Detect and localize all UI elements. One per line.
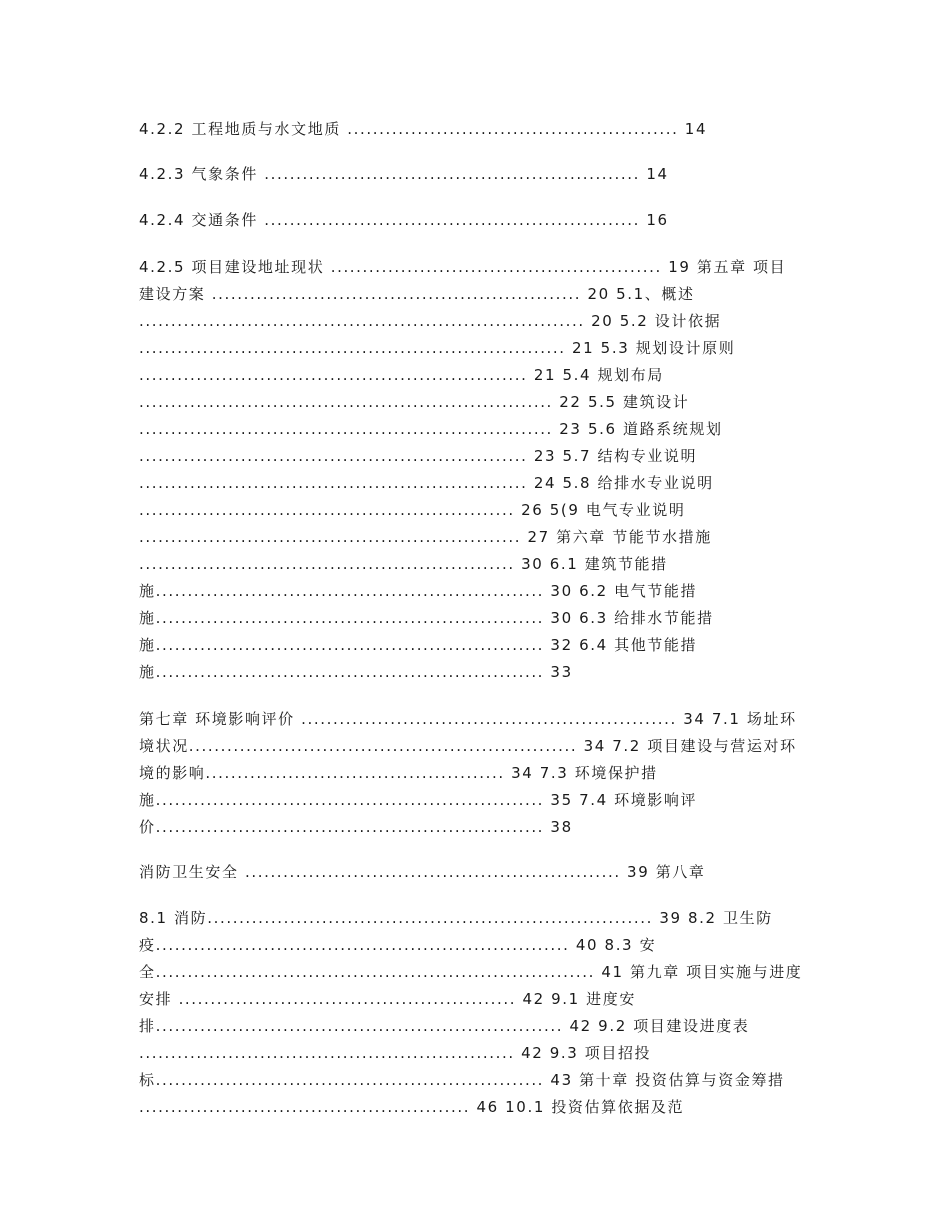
toc-line: 建设方案 .......................................................... 20 5.1、概述 — [139, 285, 695, 303]
toc-line: ................................................................... 21 5.3 规划设计原则 — [139, 339, 736, 357]
toc-line: 施............................................................. 33 — [139, 663, 573, 681]
toc-line: ........................................................... 42 9.3 项目招投 — [139, 1044, 652, 1062]
toc-line: ............................................................. 21 5.4 规划布局 — [139, 366, 664, 384]
toc-line: 施............................................................. 35 7.4 环境影响评 — [139, 791, 698, 809]
toc-line: 4.2.4 交通条件 ........................................................... 16 — [139, 211, 669, 229]
toc-line: 标............................................................. 43 第十章 投资估算与资金筹措 — [139, 1071, 785, 1089]
toc-line: 施............................................................. 30 6.2 电气节能措 — [139, 582, 698, 600]
toc-line: 疫................................................................. 40 8.3 安 — [139, 936, 657, 954]
toc-line: .................................................... 46 10.1 投资估算依据及范 — [139, 1098, 685, 1116]
toc-line: 消防卫生安全 ........................................................... 39 第八章 — [139, 863, 706, 881]
toc-line: 境状况............................................................. 34 7.2 项目建设与营运对环 — [139, 737, 797, 755]
toc-line: 4.2.3 气象条件 ........................................................... 14 — [139, 165, 669, 183]
toc-line: ................................................................. 22 5.5 建筑设计 — [139, 393, 690, 411]
toc-line: 安排 ..................................................... 42 9.1 进度安 — [139, 990, 636, 1008]
toc-line: ........................................................... 30 6.1 建筑节能措 — [139, 555, 668, 573]
toc-line: 境的影响............................................... 34 7.3 环境保护措 — [139, 764, 658, 782]
toc-line: 价............................................................. 38 — [139, 818, 573, 836]
toc-line: 全..................................................................... 41 第九章 项目实施与进度 — [139, 963, 803, 981]
toc-line: ........................................................... 26 5(9 电气专业说明 — [139, 501, 686, 519]
toc-line: 第七章 环境影响评价 ........................................................... 34 7.1 场址环 — [139, 710, 797, 728]
toc-line: ............................................................ 27 第六章 节能节水措施 — [139, 528, 712, 546]
toc-line: 施............................................................. 32 6.4 其他节能措 — [139, 636, 698, 654]
toc-line: 4.2.2 工程地质与水文地质 .................................................... 14 — [139, 120, 708, 138]
toc-line: 8.1 消防...................................................................... 39 8.2 卫生防 — [139, 909, 773, 927]
toc-line: ................................................................. 23 5.6 道路系统规划 — [139, 420, 723, 438]
toc-line: ...................................................................... 20 5.2 设计依据 — [139, 312, 722, 330]
toc-line: 施............................................................. 30 6.3 给排水节能措 — [139, 609, 714, 627]
toc-line: ............................................................. 24 5.8 给排水专业说明 — [139, 474, 714, 492]
toc-line: 排................................................................ 42 9.2 项目建设进度表 — [139, 1017, 750, 1035]
toc-line: 4.2.5 项目建设地址现状 .................................................... 19 第五章 项目 — [139, 258, 787, 276]
toc-line: ............................................................. 23 5.7 结构专业说明 — [139, 447, 698, 465]
